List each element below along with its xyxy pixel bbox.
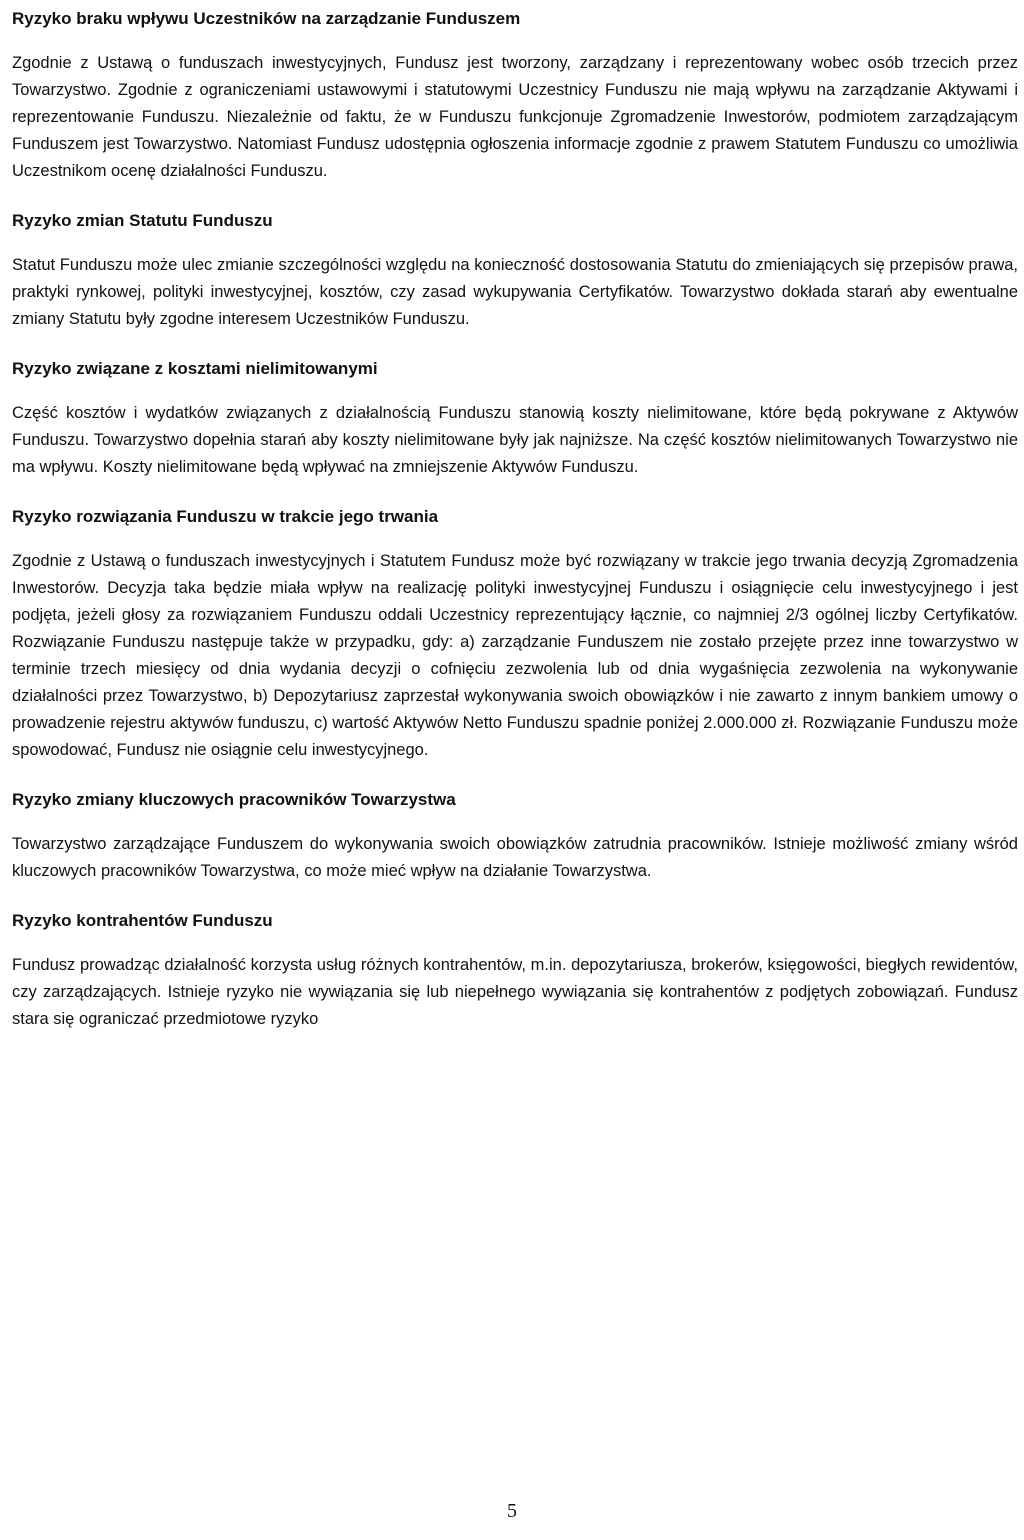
section-title: Ryzyko kontrahentów Funduszu (12, 911, 273, 930)
document-content (12, 8, 1018, 1058)
section-fund-dissolution (12, 506, 1018, 764)
section-key-employees (12, 789, 1018, 885)
section-body: Część kosztów i wydatków związanych z działalnością Funduszu stanowią koszty nielimitowane, które będą pokrywane z Aktywów Funduszu. Towarzystwo dopełnia starań aby koszty nielimitowane były jak najniższe. Na część kosztów nielimitowanych Towarzystwo nie ma wpływu. Koszty nielimitowane będą wpływać na zmniejszenie Aktywów Funduszu. (12, 404, 1018, 476)
section-unlimited-costs (12, 358, 1018, 481)
section-statute-changes (12, 210, 1018, 333)
section-counterparties (12, 910, 1018, 1033)
section-title: Ryzyko związane z kosztami nielimitowanymi (12, 359, 378, 378)
section-body: Zgodnie z Ustawą o funduszach inwestycyjnych, Fundusz jest tworzony, zarządzany i reprezentowany wobec osób trzecich przez Towarzystwo. Zgodnie z ograniczeniami ustawowymi i statutowymi Uczestnicy Funduszu nie mają wpływu na zarządzanie Aktywami i reprezentowanie Funduszu. Niezależnie od faktu, że w Funduszu funkcjonuje Zgromadzenie Inwestorów, podmiotem zarządzającym Funduszem jest Towarzystwo. Natomiast Fundusz udostępnia ogłoszenia informacje zgodnie z prawem Statutem Funduszu co umożliwia Uczestnikom ocenę działalności Funduszu. (12, 54, 1018, 180)
section-title: Ryzyko braku wpływu Uczestników na zarządzanie Funduszem (12, 9, 521, 28)
section-body: Towarzystwo zarządzające Funduszem do wykonywania swoich obowiązków zatrudnia pracowników. Istnieje możliwość zmiany wśród kluczowych pracowników Towarzystwa, co może mieć wpływ na działanie Towarzystwa. (12, 835, 1018, 880)
section-body: Zgodnie z Ustawą o funduszach inwestycyjnych i Statutem Fundusz może być rozwiązany w trakcie jego trwania decyzją Zgromadzenia Inwestorów. Decyzja taka będzie miała wpływ na realizację polityki inwestycyjnej Funduszu i osiągnięcie celu inwestycyjnego i jest podjęta, jeżeli głosy za rozwiązaniem Funduszu oddali Uczestnicy reprezentujący łącznie, co najmniej 2/3 ogólnej liczby Certyfikatów. Rozwiązanie Funduszu następuje także w przypadku, gdy: a) zarządzanie Funduszem nie zostało przejęte przez inne towarzystwo w terminie trzech miesięcy od dnia wydania decyzji o cofnięciu zezwolenia lub od dnia wygaśnięcia zezwolenia na wykonywanie działalności przez Towarzystwo, b) Depozytariusz zaprzestał wykonywania swoich obowiązków i nie zawarto z innym bankiem umowy o prowadzenie rejestru aktywów funduszu, c) wartość Aktywów Netto Funduszu spadnie poniżej 2.000.000 zł. Rozwiązanie Funduszu może spowodować, Fundusz nie osiągnie celu inwestycyjnego. (12, 552, 1018, 759)
section-body: Fundusz prowadząc działalność korzysta usług różnych kontrahentów, m.in. depozytariusza, brokerów, księgowości, biegłych rewidentów, czy zarządzających. Istnieje ryzyko nie wywiązania się lub niepełnego wywiązania się kontrahentów z podjętych zobowiązań. Fundusz stara się ograniczać przedmiotowe ryzyko (12, 956, 1018, 1028)
section-no-influence (12, 8, 1018, 185)
page-number: 5 (507, 1500, 517, 1522)
section-title: Ryzyko rozwiązania Funduszu w trakcie jego trwania (12, 507, 439, 526)
section-title: Ryzyko zmiany kluczowych pracowników Towarzystwa (12, 790, 456, 809)
section-title: Ryzyko zmian Statutu Funduszu (12, 211, 273, 230)
section-body: Statut Funduszu może ulec zmianie szczególności względu na konieczność dostosowania Statutu do zmieniających się przepisów prawa, praktyki rynkowej, polityki inwestycyjnej, kosztów, czy zasad wykupywania Certyfikatów. Towarzystwo dokłada starań aby ewentualne zmiany Statutu były zgodne interesem Uczestników Funduszu. (12, 256, 1018, 328)
